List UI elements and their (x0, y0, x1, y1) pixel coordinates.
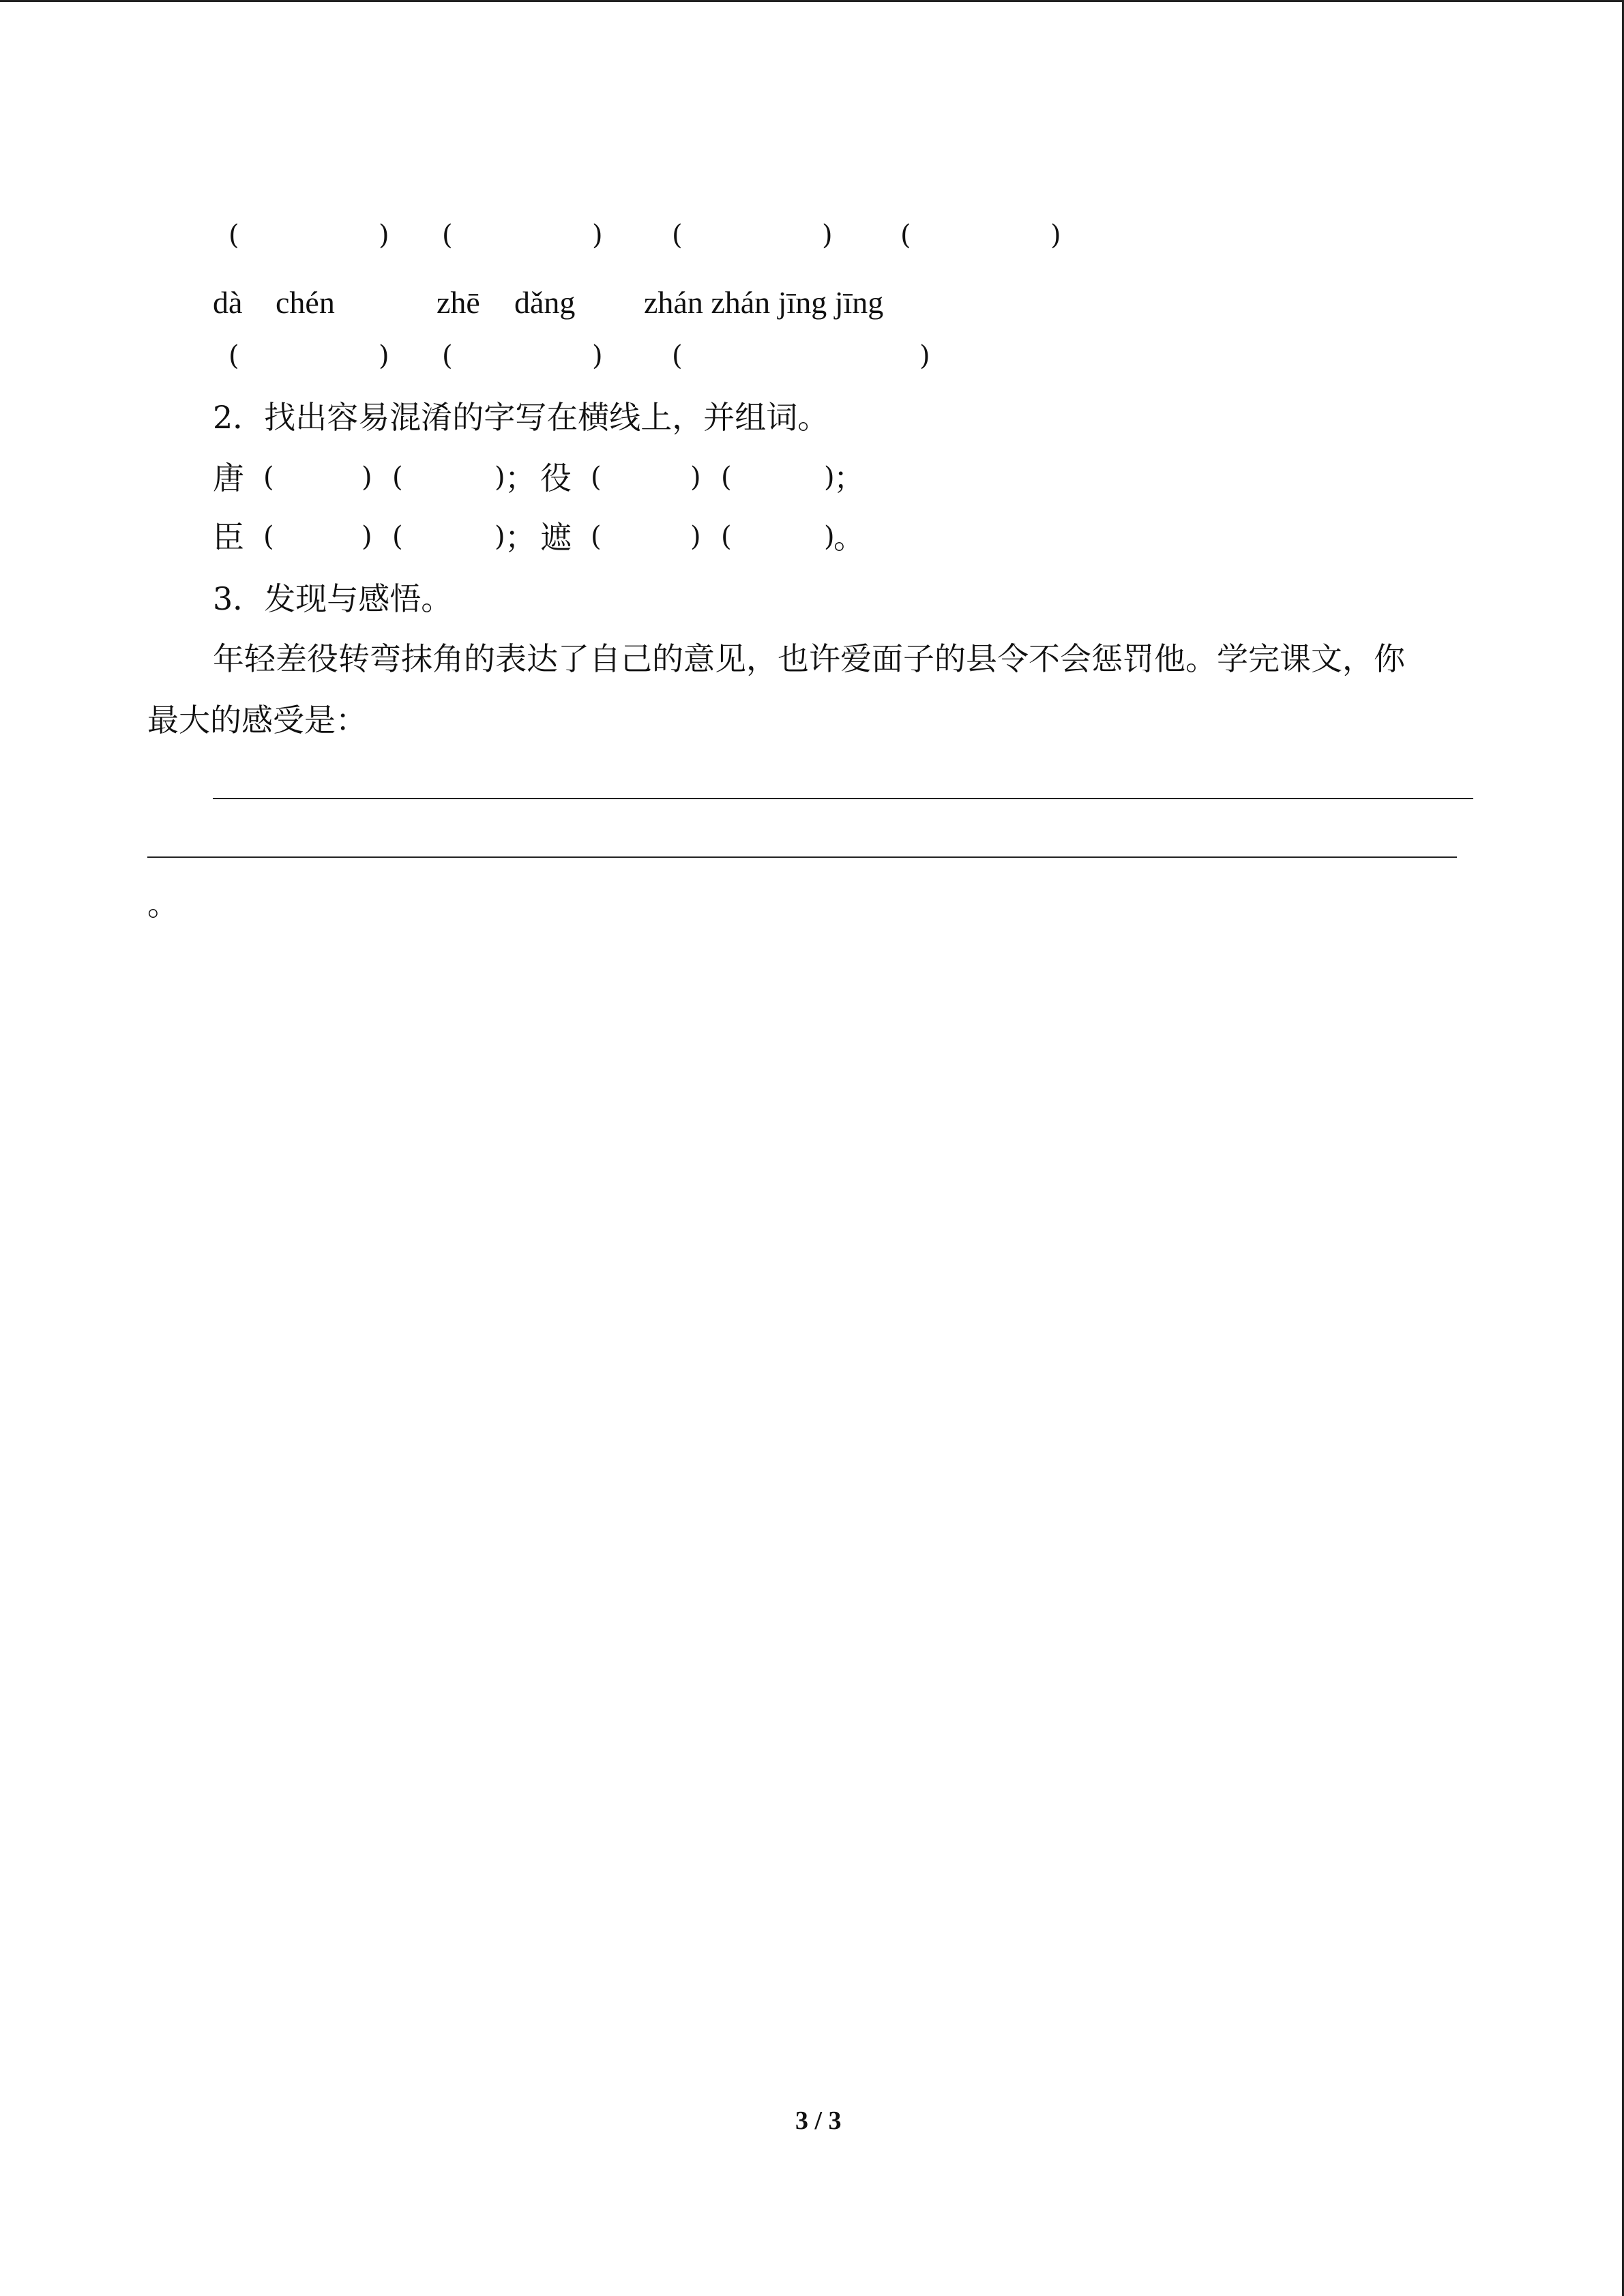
closing-period: 。 (147, 886, 179, 923)
blank-open-paren: ( (263, 521, 274, 552)
blank-open-paren: ( (721, 521, 732, 552)
blank-open-paren: ( (591, 521, 602, 552)
blank-close-paren: ) (690, 462, 701, 493)
blank-close-paren: ) (494, 521, 505, 552)
blank-close-paren: ) (361, 462, 372, 493)
answer-line[interactable] (213, 798, 1473, 799)
line-end: 。 (833, 519, 865, 556)
pinyin-item: zhē (437, 285, 480, 320)
blank-open-paren: ( (442, 340, 453, 372)
question-3-heading: 3．发现与感悟。 (213, 580, 453, 617)
blank-open-paren: ( (228, 340, 239, 372)
blank-open-paren: ( (392, 521, 403, 552)
blank-close-paren: ) (824, 521, 835, 552)
blank-open-paren: ( (392, 462, 403, 493)
blank-close-paren: ) (379, 220, 389, 251)
pinyin-item: zhán zhán jīng jīng (644, 285, 884, 320)
page-number: 3 / 3 (795, 2106, 842, 2135)
confusable-char: 役 (540, 460, 572, 496)
line-end: ； (833, 460, 865, 496)
pinyin-item: dǎng (514, 285, 576, 320)
pinyin-item: dà (213, 285, 243, 320)
blank-open-paren: ( (672, 220, 683, 251)
blank-close-paren: ) (822, 220, 833, 251)
blank-close-paren: ) (824, 462, 835, 493)
confusable-char: 臣 (213, 519, 244, 556)
confusable-char: 唐 (213, 460, 244, 496)
blank-open-paren: ( (591, 462, 602, 493)
question-2-heading: 2．找出容易混淆的字写在横线上，并组词。 (213, 399, 829, 436)
pinyin-item: chén (276, 285, 335, 320)
confusable-char: 遮 (540, 519, 572, 556)
blank-open-paren: ( (672, 340, 683, 372)
blank-open-paren: ( (228, 220, 239, 251)
separator: ； (505, 460, 536, 496)
blank-close-paren: ) (919, 340, 930, 372)
blank-open-paren: ( (900, 220, 911, 251)
blank-close-paren: ) (690, 521, 701, 552)
question-3-body-line-2: 最大的感受是： (147, 702, 367, 739)
blank-close-paren: ) (494, 462, 505, 493)
blank-close-paren: ) (379, 340, 389, 372)
blank-open-paren: ( (263, 462, 274, 493)
answer-line[interactable] (147, 856, 1457, 858)
separator: ； (505, 519, 536, 556)
blank-open-paren: ( (721, 462, 732, 493)
blank-close-paren: ) (1050, 220, 1061, 251)
blank-open-paren: ( (442, 220, 453, 251)
blank-close-paren: ) (361, 521, 372, 552)
question-3-body-line-1: 年轻差役转弯抹角的表达了自己的意见，也许爱面子的县令不会惩罚他。学完课文，你 (213, 640, 1405, 677)
blank-close-paren: ) (592, 340, 603, 372)
blank-close-paren: ) (592, 220, 603, 251)
